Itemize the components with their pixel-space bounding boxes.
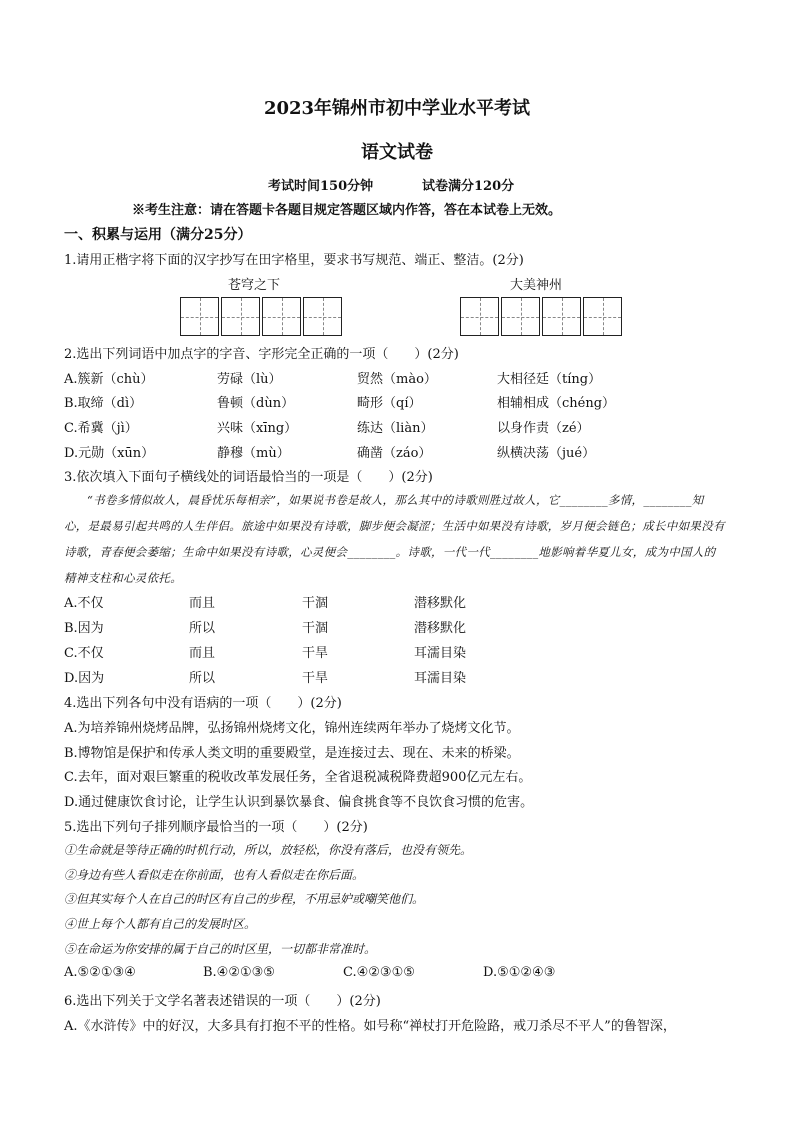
option-cell: 大相径廷（tíng） <box>497 372 602 387</box>
option-cell: 所以 <box>189 621 216 636</box>
grid-cell[interactable] <box>303 297 342 336</box>
option-cell: B.④②①③⑤ <box>203 965 275 980</box>
question-5-stem: 5.选出下列句子排列顺序最恰当的一项（ ）(2分) <box>64 820 368 835</box>
question-5-sentence-2: ②身边有些人看似走在你前面，也有人看似走在你后面。 <box>64 868 365 882</box>
exam-notice: ※考生注意：请在答题卡各题目规定答题区域内作答，答在本试卷上无效。 <box>132 203 562 218</box>
question-2-stem: 2.选出下列词语中加点字的字音、字形完全正确的一项（ ）(2分) <box>64 347 459 362</box>
option-cell: C.④②③①⑤ <box>343 965 415 980</box>
option-cell: 干涸 <box>302 596 329 611</box>
question-5-sentence-5: ⑤在命运为你安排的属于自己的时区里，一切都非常准时。 <box>64 942 377 956</box>
question-4-option-a: A.为培养锦州烧烤品牌，弘扬锦州烧烤文化，锦州连续两年举办了烧烤文化节。 <box>64 721 520 736</box>
grid-cell[interactable] <box>542 297 581 336</box>
question-5-sentence-4: ④世上每个人都有自己的发展时区。 <box>64 917 257 931</box>
question-5-sentence-1: ①生命就是等待正确的时机行动，所以，放轻松，你没有落后，也没有领先。 <box>64 843 473 857</box>
exam-title: 2023年锦州市初中学业水平考试 <box>263 98 531 119</box>
option-cell: 贸然（mào） <box>357 372 437 387</box>
option-cell: 干涸 <box>302 621 329 636</box>
question-6-stem: 6.选出下列关于文学名著表述错误的一项（ ）(2分) <box>64 994 381 1009</box>
question-4-option-b: B.博物馆是保护和传承人类文明的重要殿堂，是连接过去、现在、未来的桥梁。 <box>64 746 520 761</box>
option-cell: 确凿（záo） <box>357 446 432 461</box>
option-cell: 干旱 <box>302 671 329 686</box>
option-cell: A.簇新（chù） <box>64 372 154 387</box>
grid-cell[interactable] <box>501 297 540 336</box>
option-cell: 兴味（xīng） <box>217 421 298 436</box>
writing-grid-left[interactable] <box>180 297 344 336</box>
question-1-stem: 1.请用正楷字将下面的汉字抄写在田字格里，要求书写规范、端正、整洁。(2分) <box>64 253 524 268</box>
question-4-option-c: C.去年，面对艰巨繁重的税收改革发展任务，全省退税减税降费超900亿元左右。 <box>64 770 532 785</box>
option-cell: 耳濡目染 <box>414 671 467 686</box>
option-cell: 耳濡目染 <box>414 646 467 661</box>
exam-subtitle: 语文试卷 <box>361 142 433 163</box>
grid-cell[interactable] <box>583 297 622 336</box>
option-cell: 干旱 <box>302 646 329 661</box>
option-cell: D.⑤①②④③ <box>483 965 556 980</box>
question-6-option-a: A.《水浒传》中的好汉，大多具有打抱不平的性格。如号称“禅杖打开危险路，戒刀杀尽不平人”的鲁智深， <box>64 1019 676 1034</box>
option-cell: 而且 <box>189 596 216 611</box>
option-cell: C.希冀（jì） <box>64 421 138 436</box>
exam-score-info: 试卷满分120分 <box>422 179 515 194</box>
section-heading: 一、积累与运用（满分25分） <box>64 227 252 243</box>
option-cell: 鲁顿（dùn） <box>217 396 295 411</box>
right-caption: 大美神州 <box>510 278 563 293</box>
question-3-stem: 3.依次填入下面句子横线处的词语最恰当的一项是（ ）(2分) <box>64 470 433 485</box>
grid-cell[interactable] <box>221 297 260 336</box>
question-3-passage: “书卷多情似故人，晨昏忧乐每相亲”，如果说书卷是故人，那么其中的诗歌则胜过故人，它________多情，________知心，是最易引起共鸣的人生伴侣。旅途中如果没有诗歌，脚步便会凝涩；生活中如果没有诗歌，岁月便会链色；成长中如果没有诗歌，青春便会萎缩；生命中如果没有诗歌，心灵便会________。诗歌，一代一代________地影响着华夏儿女，成为中国人的精神支柱和心灵依托。 <box>64 493 725 585</box>
option-cell: B.因为 <box>64 621 104 636</box>
grid-cell[interactable] <box>180 297 219 336</box>
option-cell: 劳碌（lù） <box>217 372 282 387</box>
left-caption: 苍穹之下 <box>228 278 281 293</box>
option-cell: A.⑤②①③④ <box>64 965 136 980</box>
option-cell: 练达（liàn） <box>357 421 434 436</box>
option-cell: 潜移默化 <box>414 596 467 611</box>
grid-cell[interactable] <box>262 297 301 336</box>
option-cell: 所以 <box>189 671 216 686</box>
option-cell: D.元勋（xūn） <box>64 446 155 461</box>
grid-cell[interactable] <box>460 297 499 336</box>
option-cell: 而且 <box>189 646 216 661</box>
option-cell: C.不仅 <box>64 646 104 661</box>
question-5-sentence-3: ③但其实每个人在自己的时区有自己的步程，不用忌妒或嘲笑他们。 <box>64 892 425 906</box>
option-cell: 畸形（qí） <box>357 396 422 411</box>
exam-time-info: 考试时间150分钟 <box>268 179 374 194</box>
option-cell: 纵横决荡（jué） <box>497 446 596 461</box>
option-cell: A.不仅 <box>64 596 104 611</box>
option-cell: 潜移默化 <box>414 621 467 636</box>
option-cell: 静穆（mù） <box>217 446 290 461</box>
question-4-option-d: D.通过健康饮食讨论，让学生认识到暴饮暴食、偏食挑食等不良饮食习惯的危害。 <box>64 795 534 810</box>
question-4-stem: 4.选出下列各句中没有语病的一项（ ）(2分) <box>64 696 342 711</box>
option-cell: D.因为 <box>64 671 105 686</box>
option-cell: 相辅相成（chéng） <box>497 396 616 411</box>
writing-grid-right[interactable] <box>460 297 624 336</box>
option-cell: 以身作责（zé） <box>497 421 590 436</box>
option-cell: B.取缔（dì） <box>64 396 143 411</box>
